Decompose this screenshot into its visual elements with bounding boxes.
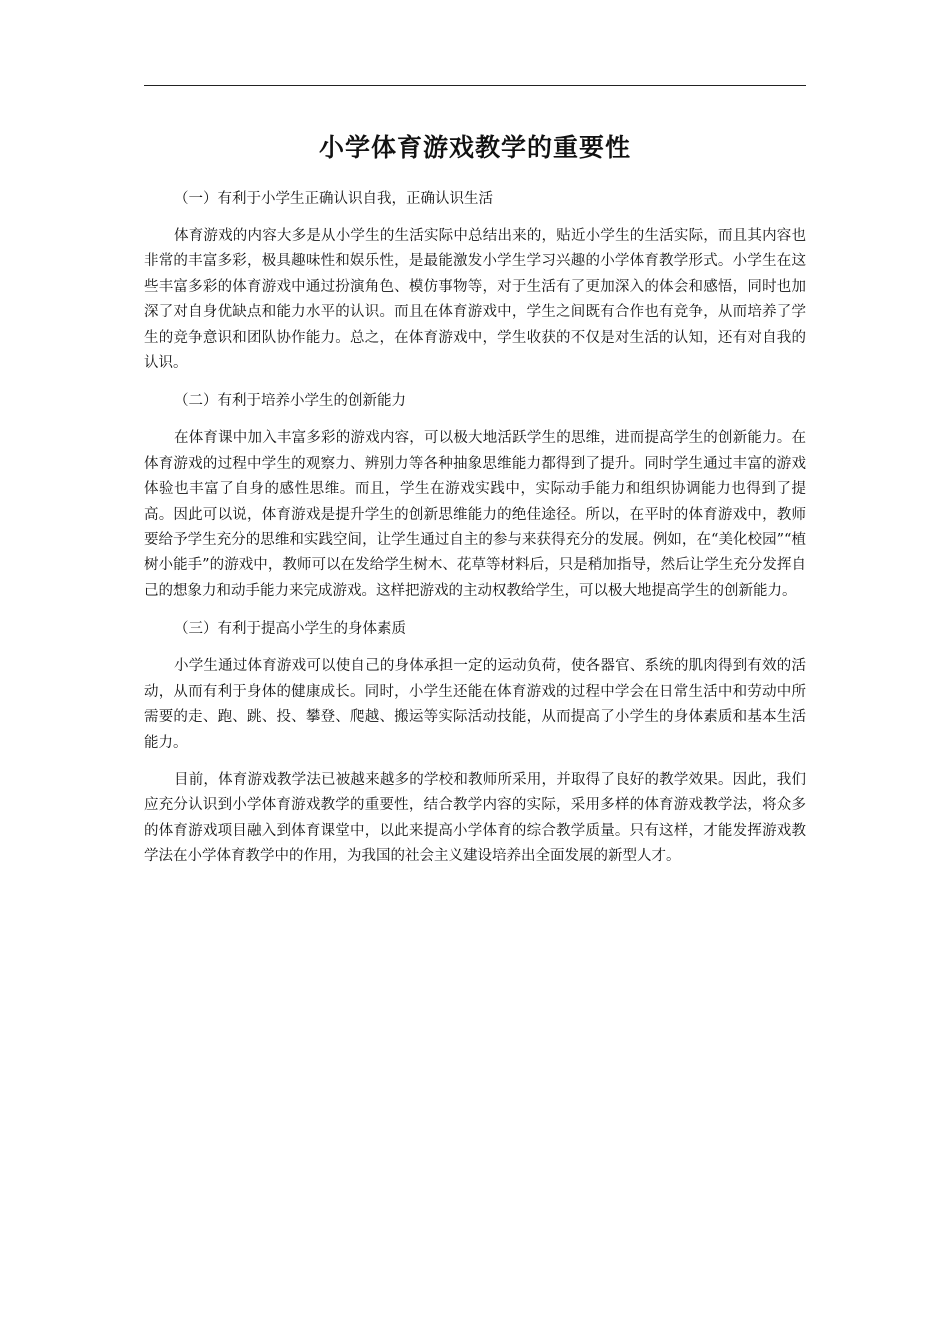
paragraph: 体育游戏的内容大多是从小学生的生活实际中总结出来的，贴近小学生的生活实际，而且其内容也非常的丰富多彩，极具趣味性和娱乐性，是最能激发小学生学习兴趣的小学体育教学形式。小学生在这些丰富多彩的体育游戏中通过扮演角色、模仿事物等，对于生活有了更加深入的体会和感悟，同时也加深了对自身优缺点和能力水平的认识。而且在体育游戏中，学生之间既有合作也有竞争，从而培养了学生的竞争意识和团队协作能力。总之，在体育游戏中，学生收获的不仅是对生活的认知，还有对自我的认识。 <box>144 228 806 372</box>
section-heading-2: （二）有利于培养小学生的创新能力 <box>174 393 406 410</box>
paragraph: 小学生通过体育游戏可以使自己的身体承担一定的运动负荷，使各器官、系统的肌肉得到有效的活动，从而有利于身体的健康成长。同时，小学生还能在体育游戏的过程中学会在日常生活中和劳动中所需要的走、跑、跳、投、攀登、爬越、搬运等实际活动技能，从而提高了小学生的身体素质和基本生活能力。 <box>144 658 806 751</box>
section-heading-3: （三）有利于提高小学生的身体素质 <box>174 621 406 638</box>
document-body <box>144 128 806 882</box>
section-heading-1: （一）有利于小学生正确认识自我，正确认识生活 <box>174 191 493 207</box>
paragraph: 目前，体育游戏教学法已被越来越多的学校和教师所采用，并取得了良好的教学效果。因此，我们应充分认识到小学体育游戏教学的重要性，结合教学内容的实际，采用多样的体育游戏教学法，将众多的体育游戏项目融入到体育课堂中，以此来提高小学体育的综合教学质量。只有这样，才能发挥游戏教学法在小学体育教学中的作用，为我国的社会主义建设培养出全面发展的新型人才。 <box>144 771 806 865</box>
header-rule <box>144 85 806 86</box>
paragraph: 在体育课中加入丰富多彩的游戏内容，可以极大地活跃学生的思维，进而提高学生的创新能力。在体育游戏的过程中学生的观察力、辨别力等各种抽象思维能力都得到了提升。同时学生通过丰富的游戏体验也丰富了自身的感性思维。而且，学生在游戏实践中，实际动手能力和组织协调能力也得到了提高。因此可以说，体育游戏是提升学生的创新思维能力的绝佳途径。所以，在平时的体育游戏中，教师要给予学生充分的思维和实践空间，让学生通过自主的参与来获得充分的发展。例如，在“美化校园”“植树小能手”的游戏中，教师可以在发给学生树木、花草等材料后，只是稍加指导，然后让学生充分发挥自己的想象力和动手能力来完成游戏。这样把游戏的主动权教给学生，可以极大地提高学生的创新能力。 <box>144 430 806 599</box>
document-title: 小学体育游戏教学的重要性 <box>318 133 631 162</box>
